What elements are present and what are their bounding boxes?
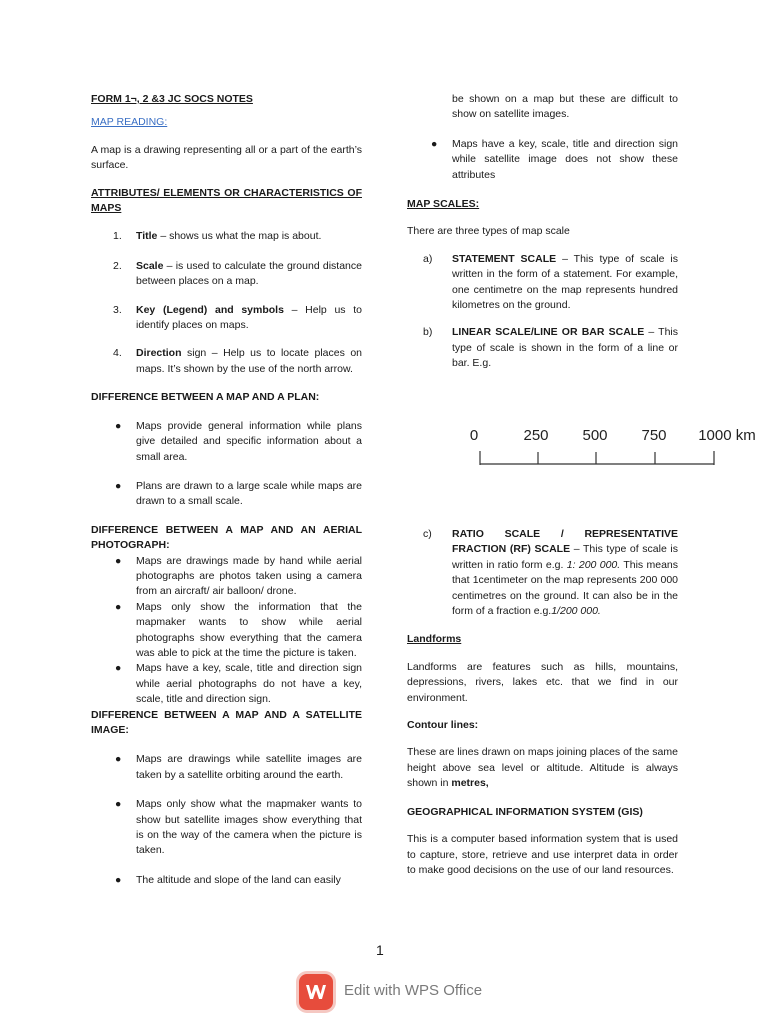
bullet-icon: ●: [115, 479, 122, 492]
list-item: ● The altitude and slope of the land can easily: [91, 873, 362, 888]
landforms-heading: Landforms: [407, 633, 462, 646]
wps-logo-icon[interactable]: [299, 974, 333, 1010]
map-definition: A map is a drawing representing all or a part of the earth’s surface.: [91, 143, 362, 172]
contour-heading: Contour lines:: [407, 719, 479, 732]
left-column: [91, 92, 362, 888]
plan-list: [91, 419, 362, 510]
scales-intro: There are three types of map scale: [407, 225, 570, 238]
right-column: [407, 92, 678, 372]
bullet-icon: ●: [115, 554, 122, 567]
gis-text: This is a computer based information system that is used to capture, store, retrieve and use interpret data in order to make good decisions on the use of our land resources.: [407, 833, 678, 876]
linear-scale-bar: [468, 424, 768, 470]
scale-type-item: b) LINEAR SCALE/LINE OR BAR SCALE – This type of scale is shown in the form of a line or bar. E.g.: [423, 326, 678, 370]
gis-heading: GEOGRAPHICAL INFORMATION SYSTEM (GIS): [407, 805, 643, 818]
right-column-lower: [407, 527, 678, 878]
map-reading-heading: MAP READING:: [91, 116, 168, 129]
list-item: ● Maps provide general information while plans give detailed and specific information about a small area.: [115, 419, 362, 463]
page-number: 1: [376, 942, 384, 958]
map-scales-heading: MAP SCALES:: [407, 198, 480, 211]
list-item: be shown on a map but these are difficult to show on satellite images.: [452, 93, 678, 121]
edit-with-wps-link[interactable]: Edit with WPS Office: [344, 982, 483, 999]
attribute-item: 4. Direction sign – Help us to locate places on maps. It’s shown by the use of the north arrow.: [113, 347, 362, 375]
attribute-item: 1. Title – shows us what the map is about.: [113, 230, 322, 243]
bullet-icon: ●: [115, 753, 122, 766]
bullet-icon: ●: [431, 137, 438, 150]
scale-label: 750: [641, 427, 667, 444]
list-item: ● Maps have a key, scale, title and direction sign while aerial photographs do not have a key, scale, title and direction sign.: [115, 662, 362, 706]
bullet-icon: ●: [115, 600, 122, 613]
satellite-list-continued: [407, 92, 678, 183]
bullet-icon: ●: [115, 419, 122, 432]
attributes-heading: ATTRIBUTES/ ELEMENTS OR CHARACTERISTICS OF MAPS: [91, 186, 362, 215]
scale-type-item: c) RATIO SCALE / REPRESENTATIVE FRACTION (RF) SCALE – This type of scale is written in ratio form e.g. 1: 200 000. This means that 1centimeter on the map represents 200 000 centimetres on the ground. It can also be in the form of a fraction e.g.1/200 000.: [423, 528, 679, 618]
list-item: ● Maps only show what the mapmaker wants to show but satellite images show everything that is on the way of the camera when the picture is taken.: [115, 798, 362, 857]
document-title: FORM 1¬, 2 &3 JC SOCS NOTES: [91, 93, 253, 105]
bullet-icon: ●: [115, 662, 122, 675]
aerial-heading: DIFFERENCE BETWEEN A MAP AND AN AERIAL PHOTOGRAPH:: [91, 523, 362, 552]
scale-types-list: [407, 252, 678, 372]
landforms-text: Landforms are features such as hills, mountains, depressions, rivers, lakes etc. that we find in our environment.: [407, 660, 678, 704]
attribute-item: 2. Scale – is used to calculate the ground distance between places on a map.: [113, 259, 362, 288]
scale-label: 250: [523, 427, 549, 444]
wps-logo-glyph: [299, 974, 333, 1010]
list-item: ● Maps have a key, scale, title and direction sign while satellite image does not show these attributes: [431, 137, 678, 181]
list-item: ● Maps are drawings while satellite images are taken by a satellite orbiting around the earth.: [115, 753, 362, 781]
satellite-heading: DIFFERENCE BETWEEN A MAP AND A SATELLITE IMAGE:: [91, 708, 362, 736]
satellite-list: [91, 752, 362, 888]
scale-types-list-continued: [407, 527, 678, 619]
attributes-list: [91, 229, 362, 377]
scale-label: 0: [469, 427, 479, 444]
scale-type-item: a) STATEMENT SCALE – This type of scale is written in the form of a statement. For example, one centimetre on the map represents hundred kilometres on the ground.: [423, 252, 679, 312]
aerial-list: [91, 554, 362, 708]
attribute-item: 3. Key (Legend) and symbols – Help us to identify places on maps.: [113, 303, 363, 332]
plan-heading: DIFFERENCE BETWEEN A MAP AND A PLAN:: [91, 391, 320, 404]
bullet-icon: ●: [115, 873, 122, 886]
list-item: ● Maps only show the information that the mapmaker wants to show while aerial photographs show everything that the camera was able to pick at the time the picture is taken.: [115, 600, 362, 659]
list-item: ● Plans are drawn to a large scale while maps are drawn to a small scale.: [115, 479, 362, 508]
list-item: ● Maps are drawings made by hand while aerial photographs are photos taken using a camera from an aircraft/ air balloon/ drone.: [115, 554, 362, 598]
contour-text: These are lines drawn on maps joining places of the same height above sea level or altitude. Altitude is always shown in metres,: [407, 746, 678, 790]
bullet-icon: ●: [115, 798, 122, 811]
scale-label: 500: [582, 427, 608, 444]
scale-label: 1000 km: [698, 427, 756, 444]
